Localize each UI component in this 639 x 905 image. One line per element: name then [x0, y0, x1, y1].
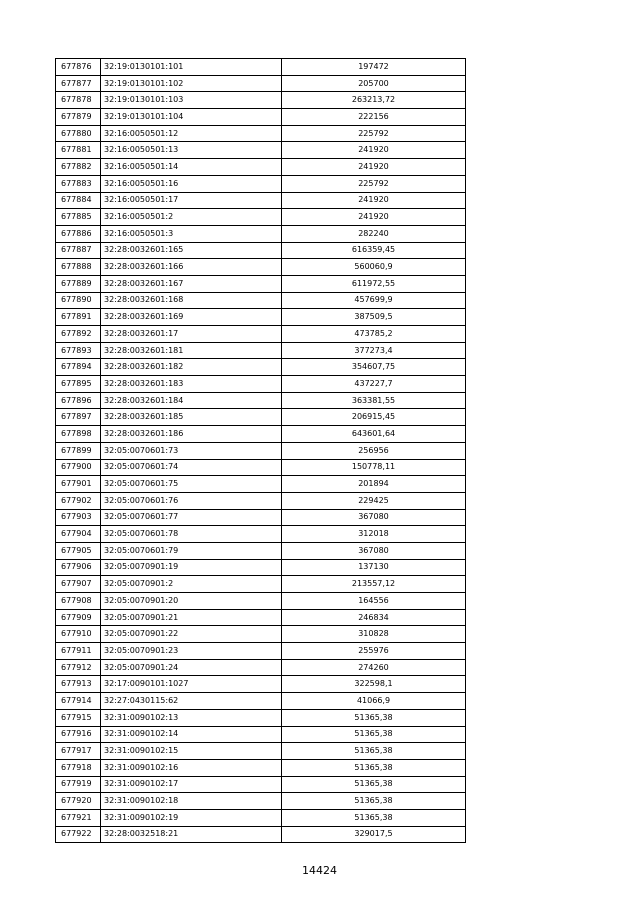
cadastral-number-cell: 32:05:0070901:19 [101, 559, 282, 576]
table-row [56, 242, 466, 259]
row-id-cell: 677894 [56, 359, 101, 376]
row-id-cell: 677914 [56, 693, 101, 710]
cadastral-number-cell: 32:05:0070601:79 [101, 542, 282, 559]
value-cell: 377273,4 [282, 342, 466, 359]
value-cell: 310828 [282, 626, 466, 643]
row-id-cell: 677896 [56, 392, 101, 409]
table-row [56, 809, 466, 826]
value-cell: 274260 [282, 659, 466, 676]
cadastral-number-cell: 32:05:0070601:74 [101, 459, 282, 476]
value-cell: 255976 [282, 643, 466, 660]
row-id-cell: 677891 [56, 309, 101, 326]
table-row [56, 92, 466, 109]
cadastral-number-cell: 32:27:0430115:62 [101, 693, 282, 710]
value-cell: 51365,38 [282, 809, 466, 826]
row-id-cell: 677904 [56, 526, 101, 543]
value-cell: 457699,9 [282, 292, 466, 309]
table-row [56, 576, 466, 593]
row-id-cell: 677895 [56, 376, 101, 393]
row-id-cell: 677920 [56, 793, 101, 810]
row-id-cell: 677921 [56, 809, 101, 826]
table-row [56, 593, 466, 610]
value-cell: 560060,9 [282, 259, 466, 276]
row-id-cell: 677881 [56, 142, 101, 159]
value-cell: 51365,38 [282, 776, 466, 793]
value-cell: 329017,5 [282, 826, 466, 843]
row-id-cell: 677876 [56, 59, 101, 76]
row-id-cell: 677878 [56, 92, 101, 109]
table-row [56, 292, 466, 309]
value-cell: 263213,72 [282, 92, 466, 109]
row-id-cell: 677889 [56, 275, 101, 292]
table-row [56, 392, 466, 409]
value-cell: 241920 [282, 142, 466, 159]
value-cell: 246834 [282, 609, 466, 626]
value-cell: 51365,38 [282, 793, 466, 810]
cadastral-number-cell: 32:05:0070901:21 [101, 609, 282, 626]
row-id-cell: 677897 [56, 409, 101, 426]
row-id-cell: 677911 [56, 643, 101, 660]
value-cell: 197472 [282, 59, 466, 76]
table-row [56, 559, 466, 576]
table-row [56, 209, 466, 226]
row-id-cell: 677882 [56, 159, 101, 176]
table-row [56, 542, 466, 559]
cadastral-number-cell: 32:28:0032601:168 [101, 292, 282, 309]
cadastral-number-cell: 32:16:0050501:12 [101, 125, 282, 142]
table-row [56, 626, 466, 643]
row-id-cell: 677905 [56, 542, 101, 559]
row-id-cell: 677912 [56, 659, 101, 676]
row-id-cell: 677888 [56, 259, 101, 276]
table-row [56, 192, 466, 209]
value-cell: 51365,38 [282, 709, 466, 726]
cadastral-number-cell: 32:28:0032601:17 [101, 326, 282, 343]
table-row [56, 676, 466, 693]
cadastral-number-cell: 32:19:0130101:101 [101, 59, 282, 76]
row-id-cell: 677913 [56, 676, 101, 693]
value-cell: 51365,38 [282, 726, 466, 743]
table-row [56, 826, 466, 843]
row-id-cell: 677910 [56, 626, 101, 643]
table-row [56, 359, 466, 376]
row-id-cell: 677918 [56, 759, 101, 776]
cadastral-number-cell: 32:28:0032601:186 [101, 426, 282, 443]
table-row [56, 526, 466, 543]
value-cell: 616359,45 [282, 242, 466, 259]
cadastral-number-cell: 32:16:0050501:2 [101, 209, 282, 226]
table-row [56, 59, 466, 76]
value-cell: 164556 [282, 593, 466, 610]
table-row [56, 459, 466, 476]
value-cell: 201894 [282, 476, 466, 493]
cadastral-number-cell: 32:17:0090101:1027 [101, 676, 282, 693]
cadastral-number-cell: 32:16:0050501:14 [101, 159, 282, 176]
cadastral-number-cell: 32:28:0032601:165 [101, 242, 282, 259]
value-cell: 51365,38 [282, 743, 466, 760]
cadastral-number-cell: 32:31:0090102:17 [101, 776, 282, 793]
value-cell: 222156 [282, 109, 466, 126]
cadastral-number-cell: 32:16:0050501:3 [101, 225, 282, 242]
table-row [56, 793, 466, 810]
row-id-cell: 677885 [56, 209, 101, 226]
value-cell: 241920 [282, 159, 466, 176]
value-cell: 363381,55 [282, 392, 466, 409]
row-id-cell: 677922 [56, 826, 101, 843]
table-row [56, 342, 466, 359]
cadastral-number-cell: 32:05:0070601:73 [101, 442, 282, 459]
value-cell: 643601,64 [282, 426, 466, 443]
value-cell: 611972,55 [282, 275, 466, 292]
value-cell: 437227,7 [282, 376, 466, 393]
value-cell: 229425 [282, 492, 466, 509]
row-id-cell: 677900 [56, 459, 101, 476]
value-cell: 206915,45 [282, 409, 466, 426]
cadastral-number-cell: 32:05:0070601:75 [101, 476, 282, 493]
row-id-cell: 677903 [56, 509, 101, 526]
row-id-cell: 677902 [56, 492, 101, 509]
cadastral-number-cell: 32:31:0090102:14 [101, 726, 282, 743]
row-id-cell: 677908 [56, 593, 101, 610]
value-cell: 241920 [282, 209, 466, 226]
table-row [56, 142, 466, 159]
table-row [56, 326, 466, 343]
table-row [56, 409, 466, 426]
value-cell: 213557,12 [282, 576, 466, 593]
value-cell: 241920 [282, 192, 466, 209]
table-row [56, 75, 466, 92]
cadastral-number-cell: 32:16:0050501:13 [101, 142, 282, 159]
cadastral-number-cell: 32:28:0032518:21 [101, 826, 282, 843]
table-row [56, 175, 466, 192]
row-id-cell: 677919 [56, 776, 101, 793]
table-row [56, 275, 466, 292]
cadastral-number-cell: 32:05:0070901:22 [101, 626, 282, 643]
table-row [56, 309, 466, 326]
table-row [56, 693, 466, 710]
table-row [56, 509, 466, 526]
row-id-cell: 677887 [56, 242, 101, 259]
cadastral-number-cell: 32:28:0032601:182 [101, 359, 282, 376]
table-row [56, 376, 466, 393]
table-row [56, 643, 466, 660]
row-id-cell: 677901 [56, 476, 101, 493]
row-id-cell: 677916 [56, 726, 101, 743]
table-row [56, 492, 466, 509]
cadastral-number-cell: 32:05:0070901:2 [101, 576, 282, 593]
row-id-cell: 677884 [56, 192, 101, 209]
value-cell: 473785,2 [282, 326, 466, 343]
value-cell: 205700 [282, 75, 466, 92]
cadastral-number-cell: 32:31:0090102:16 [101, 759, 282, 776]
table-row [56, 225, 466, 242]
value-cell: 387509,5 [282, 309, 466, 326]
table-row [56, 476, 466, 493]
table-row [56, 743, 466, 760]
row-id-cell: 677892 [56, 326, 101, 343]
table-body [56, 59, 466, 843]
row-id-cell: 677915 [56, 709, 101, 726]
cadastral-number-cell: 32:16:0050501:17 [101, 192, 282, 209]
value-cell: 51365,38 [282, 759, 466, 776]
row-id-cell: 677917 [56, 743, 101, 760]
table-row [56, 442, 466, 459]
value-cell: 322598,1 [282, 676, 466, 693]
cadastral-number-cell: 32:19:0130101:102 [101, 75, 282, 92]
cadastral-number-cell: 32:28:0032601:166 [101, 259, 282, 276]
table-row [56, 125, 466, 142]
value-cell: 137130 [282, 559, 466, 576]
row-id-cell: 677886 [56, 225, 101, 242]
cadastral-number-cell: 32:31:0090102:18 [101, 793, 282, 810]
row-id-cell: 677880 [56, 125, 101, 142]
value-cell: 367080 [282, 509, 466, 526]
table-row [56, 659, 466, 676]
value-cell: 256956 [282, 442, 466, 459]
cadastral-number-cell: 32:28:0032601:169 [101, 309, 282, 326]
table-row [56, 726, 466, 743]
table-row [56, 609, 466, 626]
table-row [56, 159, 466, 176]
value-cell: 41066,9 [282, 693, 466, 710]
cadastral-number-cell: 32:31:0090102:15 [101, 743, 282, 760]
row-id-cell: 677909 [56, 609, 101, 626]
cadastral-number-cell: 32:28:0032601:184 [101, 392, 282, 409]
cadastral-number-cell: 32:19:0130101:103 [101, 92, 282, 109]
row-id-cell: 677907 [56, 576, 101, 593]
table-row [56, 259, 466, 276]
table-row [56, 776, 466, 793]
cadastral-number-cell: 32:05:0070901:23 [101, 643, 282, 660]
row-id-cell: 677890 [56, 292, 101, 309]
cadastral-number-cell: 32:05:0070901:20 [101, 593, 282, 610]
cadastral-number-cell: 32:05:0070601:78 [101, 526, 282, 543]
table-row [56, 426, 466, 443]
value-cell: 354607,75 [282, 359, 466, 376]
cadastral-number-cell: 32:28:0032601:181 [101, 342, 282, 359]
value-cell: 367080 [282, 542, 466, 559]
table-row [56, 109, 466, 126]
row-id-cell: 677899 [56, 442, 101, 459]
row-id-cell: 677877 [56, 75, 101, 92]
cadastral-number-cell: 32:31:0090102:13 [101, 709, 282, 726]
cadastral-number-cell: 32:31:0090102:19 [101, 809, 282, 826]
value-cell: 282240 [282, 225, 466, 242]
row-id-cell: 677879 [56, 109, 101, 126]
cadastral-number-cell: 32:05:0070601:76 [101, 492, 282, 509]
page-number: 14424 [302, 864, 337, 877]
cadastral-value-table [55, 58, 466, 843]
value-cell: 225792 [282, 125, 466, 142]
row-id-cell: 677893 [56, 342, 101, 359]
value-cell: 225792 [282, 175, 466, 192]
row-id-cell: 677906 [56, 559, 101, 576]
table-row [56, 759, 466, 776]
cadastral-number-cell: 32:05:0070901:24 [101, 659, 282, 676]
row-id-cell: 677883 [56, 175, 101, 192]
cadastral-number-cell: 32:16:0050501:16 [101, 175, 282, 192]
cadastral-number-cell: 32:28:0032601:167 [101, 275, 282, 292]
value-cell: 150778,11 [282, 459, 466, 476]
table-row [56, 709, 466, 726]
cadastral-number-cell: 32:28:0032601:185 [101, 409, 282, 426]
row-id-cell: 677898 [56, 426, 101, 443]
cadastral-number-cell: 32:05:0070601:77 [101, 509, 282, 526]
cadastral-number-cell: 32:19:0130101:104 [101, 109, 282, 126]
cadastral-number-cell: 32:28:0032601:183 [101, 376, 282, 393]
value-cell: 312018 [282, 526, 466, 543]
